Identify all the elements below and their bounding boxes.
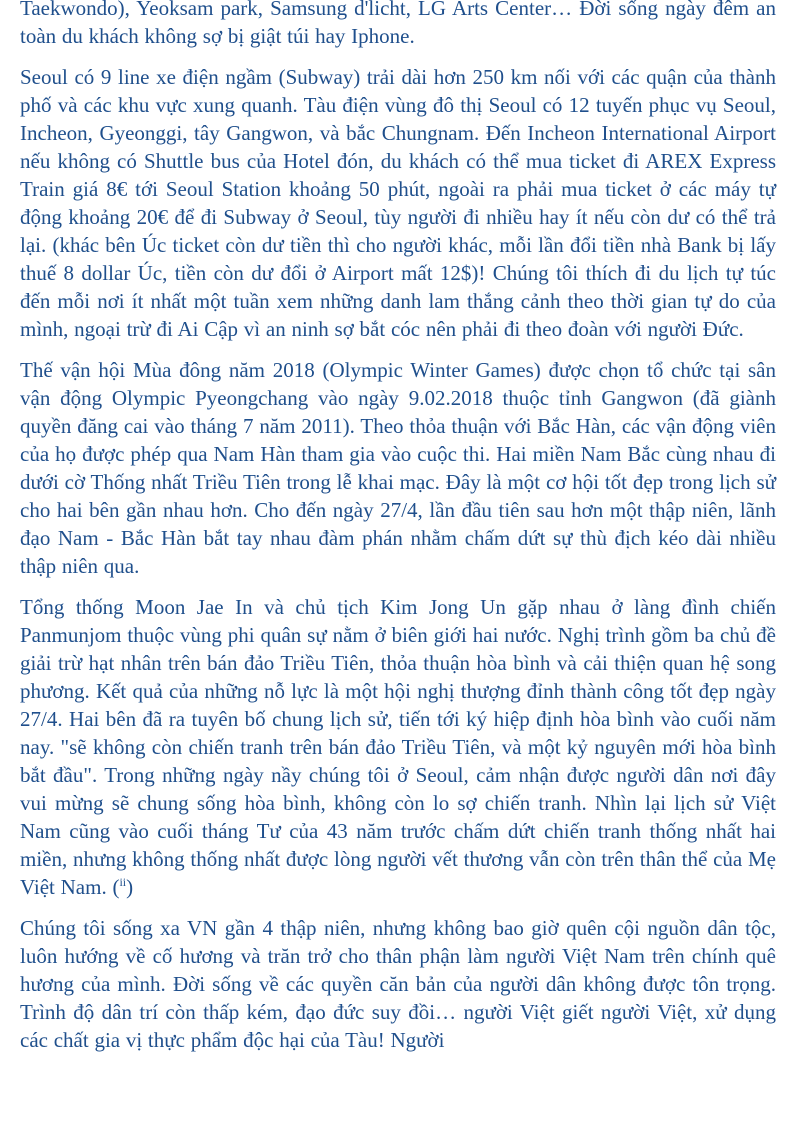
paragraph-seoul-subway: Seoul có 9 line xe điện ngầm (Subway) trải dài hơn 250 km nối với các quận của thành phố và các khu vực xung quanh. Tàu điện vùng đô thị Seoul có 12 tuyến phục vụ Seoul, Incheon, Gyeonggi, tây Gangwon, và bắc Chungnam. Đến Incheon International Airport nếu không có Shuttle bus của Hotel đón, du khách có thể mua ticket đi AREX Express Train giá 8€ tới Seoul Station khoảng 50 phút, ngoài ra phải mua ticket ở các máy tự động khoảng 20€ để đi Subway ở Seoul, tùy người đi nhiều hay ít nếu còn dư có thể trả lại. (khác bên Úc ticket còn dư tiền thì cho người khác, mỗi lần đổi tiền nhà Bank bị lấy thuế 8 dollar Úc, tiền còn dư đổi ở Airport mất 12$)! Chúng tôi thích đi du lịch tự túc đến mỗi nơi ít nhất một tuần xem những danh lam thắng cảnh theo thời gian tự do của mình, ngoại trừ đi Ai Cập vì an ninh sợ bắt cóc nên phải đi theo đoàn với người Đức. xyxy=(20,65,776,341)
paragraph-tourism-end: Taekwondo), Yeoksam park, Samsung d'licht, LG Arts Center… Đời sống ngày đêm an toàn du khách không sợ bị giật túi hay Iphone. xyxy=(20,0,776,48)
paragraph-summit-text: Tổng thống Moon Jae In và chủ tịch Kim Jong Un gặp nhau ở làng đình chiến Panmunjom thuộc vùng phi quân sự nằm ở biên giới hai nước. Nghị trình gồm ba chủ đề giải trừ hạt nhân trên bán đảo Triều Tiên, thỏa thuận hòa bình và cải thiện quan hệ song phương. Kết quả của những nỗ lực là một hội nghị thượng đỉnh thành công tốt đẹp ngày 27/4. Hai bên đã ra tuyên bố chung lịch sử, tiến tới ký hiệp định hòa bình vào cuối năm nay. "sẽ không còn chiến tranh trên bán đảo Triều Tiên, và một kỷ nguyên mới hòa bình bắt đầu". Trong những ngày nầy chúng tôi ở Seoul, cảm nhận được người dân nơi đây vui mừng sẽ chung sống hòa bình, không còn lo sợ chiến tranh. Nhìn lại lịch sử Việt Nam cũng vào cuối tháng Tư của 43 năm trước chấm dứt chiến tranh thống nhất hai miền, nhưng không thống nhất được lòng người vết thương vẫn còn trên thân thể của Mẹ Việt Nam. ( xyxy=(20,595,776,899)
paragraph-inter-korean-summit xyxy=(20,593,776,901)
paragraph-homeland-reflection: Chúng tôi sống xa VN gần 4 thập niên, nhưng không bao giờ quên cội nguồn dân tộc, luôn hướng về cố hương và trăn trở cho thân phận làm người Việt Nam trên chính quê hương của mình. Đời sống về các quyền căn bản của người dân không được tôn trọng. Trình độ dân trí còn thấp kém, đạo đức suy đồi… người Việt giết người Việt, xử dụng các chất gia vị thực phẩm độc hại của Tàu! Người xyxy=(20,916,776,1052)
paragraph-summit-tail: ) xyxy=(126,875,134,899)
footnote-marker[interactable]: ii xyxy=(119,875,127,889)
document-page xyxy=(20,0,776,1067)
paragraph-winter-olympics: Thế vận hội Mùa đông năm 2018 (Olympic Winter Games) được chọn tổ chức tại sân vận động Olympic Pyeongchang vào ngày 9.02.2018 thuộc tỉnh Gangwon (đã giành quyền đăng cai vào tháng 7 năm 2011). Theo thỏa thuận với Bắc Hàn, các vận động viên của họ được phép qua Nam Hàn tham gia vào cuộc thi. Hai miền Nam Bắc cùng nhau đi dưới cờ Thống nhất Triều Tiên trong lễ khai mạc. Đây là một cơ hội tốt đẹp trong lịch sử cho hai bên gần nhau hơn. Cho đến ngày 27/4, lần đầu tiên sau hơn một thập niên, lãnh đạo Nam - Bắc Hàn bắt tay nhau đàm phán nhằm chấm dứt sự thù địch kéo dài nhiều thập niên qua. xyxy=(20,358,776,578)
